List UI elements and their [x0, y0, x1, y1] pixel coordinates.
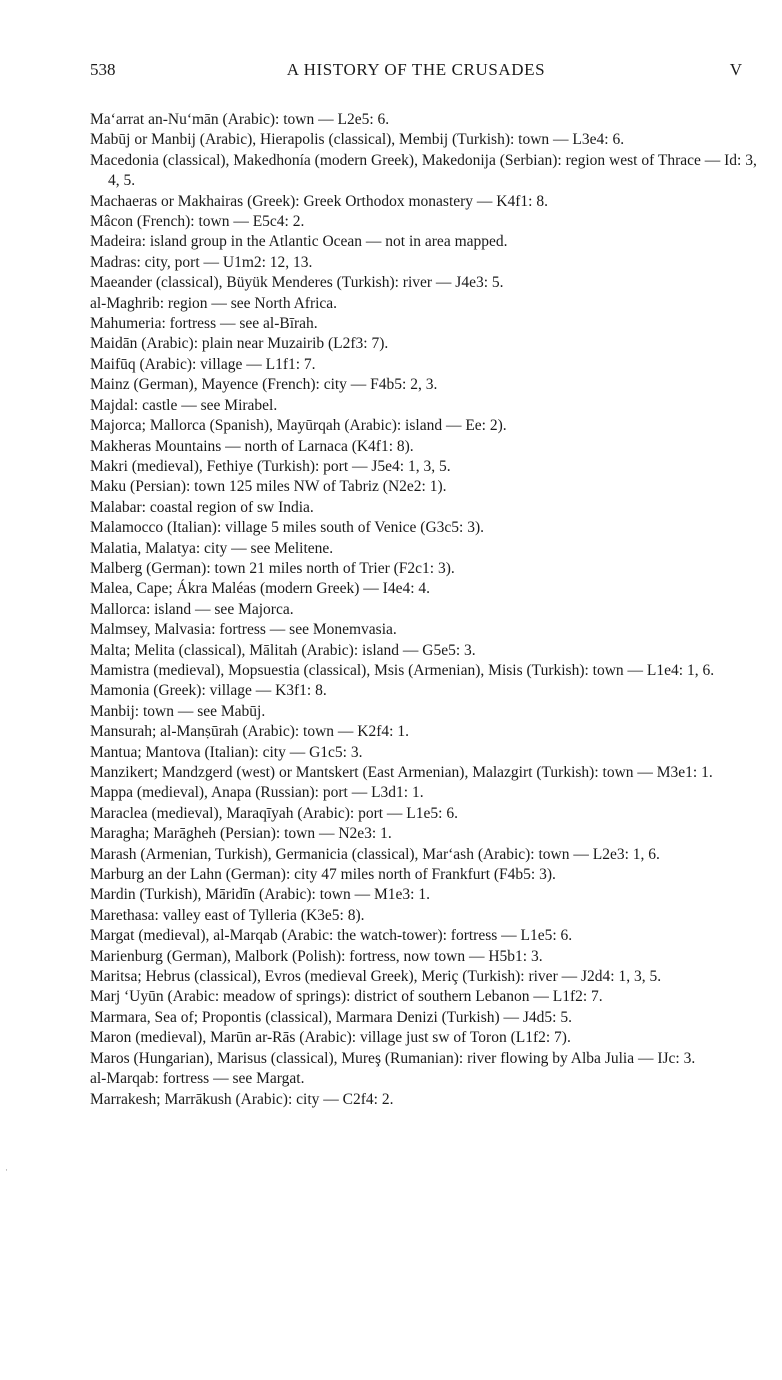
gazetteer-entry: Makheras Mountains — north of Larnaca (K4f1: 8). — [90, 437, 414, 455]
gazetteer-entry: Machaeras or Makhairas (Greek): Greek Orthodox monastery — K4f1: 8. — [90, 192, 548, 210]
gazetteer-entry: Marrakesh; Marrākush (Arabic): city — C2f4: 2. — [90, 1090, 394, 1108]
gazetteer-entry: Makri (medieval), Fethiye (Turkish): port — J5e4: 1, 3, 5. — [90, 457, 451, 475]
gazetteer-entry: Malea, Cape; Ákra Maléas (modern Greek) — I4e4: 4. — [90, 580, 431, 598]
gazetteer-entry: Mainz (German), Mayence (French): city — F4b5: 2, 3. — [90, 376, 438, 394]
gazetteer-entry: Maritsa; Hebrus (classical), Evros (medieval Greek), Meriç (Turkish): river — J2d4: 1, 3, 5. — [90, 968, 662, 986]
gazetteer-entry: Malatia, Malatya: city — see Melitene. — [90, 539, 334, 557]
gazetteer-entry: Mardin (Turkish), Māridīn (Arabic): town — M1e3: 1. — [90, 886, 430, 904]
gazetteer-entry: Maragha; Marāgheh (Persian): town — N2e3: 1. — [90, 825, 392, 843]
gazetteer-entry: Malamocco (Italian): village 5 miles south of Venice (G3c5: 3). — [90, 519, 484, 537]
gazetteer-entry: Malmsey, Malvasia: fortress — see Monemvasia. — [90, 621, 397, 639]
gazetteer-entry: Madeira: island group in the Atlantic Ocean — not in area mapped. — [90, 233, 508, 251]
gazetteer-entry: Maidān (Arabic): plain near Muzairib (L2f3: 7). — [90, 335, 389, 353]
gazetteer-entry: Mâcon (French): town — E5c4: 2. — [90, 213, 305, 231]
gazetteer-entry: Margat (medieval), al-Marqab (Arabic: the watch-tower): fortress — L1e5: 6. — [90, 927, 573, 945]
gazetteer-entry: Mallorca: island — see Majorca. — [90, 600, 294, 618]
gazetteer-entry: Marethasa: valley east of Tylleria (K3e5: 8). — [90, 906, 365, 924]
gazetteer-entry: Malabar: coastal region of sw India. — [90, 498, 314, 516]
gazetteer-entry: Macedonia (classical), Makedhonía (modern Greek), Makedonija (Serbian): region west of Thrace — Id: 3, 4, 5. — [90, 151, 757, 190]
gazetteer-entries — [90, 110, 762, 1110]
volume-number: V — [729, 60, 742, 79]
gazetteer-entry: Manzikert; Mandzgerd (west) or Mantskert (East Armenian), Malazgirt (Turkish): town — M3e1: 1. — [90, 764, 713, 781]
gazetteer-entry: Malberg (German): town 21 miles north of Trier (F2c1: 3). — [90, 559, 455, 577]
gazetteer-entry: Maraclea (medieval), Maraqīyah (Arabic): port — L1e5: 6. — [90, 804, 458, 822]
gazetteer-entry: Maron (medieval), Marūn ar-Rās (Arabic): village just sw of Toron (L1f2: 7). — [90, 1029, 571, 1047]
gazetteer-entry: Maeander (classical), Büyük Menderes (Turkish): river — J4e3: 5. — [90, 274, 504, 292]
gazetteer-entry: Mabūj or Manbij (Arabic), Hierapolis (classical), Membij (Turkish): town — L3e4: 6. — [90, 131, 625, 149]
gazetteer-entry: Madras: city, port — U1m2: 12, 13. — [90, 253, 313, 271]
gazetteer-entry: Manbij: town — see Mabūj. — [90, 702, 266, 720]
gazetteer-entry: Maros (Hungarian), Marisus (classical), Mureş (Rumanian): river flowing by Alba Julia — IJc: 3. — [90, 1049, 696, 1067]
gazetteer-entry: Marj ‘Uyūn (Arabic: meadow of springs): district of southern Lebanon — L1f2: 7. — [90, 988, 603, 1006]
running-title: A HISTORY OF THE CRUSADES — [286, 60, 546, 79]
gazetteer-entry: Marburg an der Lahn (German): city 47 miles north of Frankfurt (F4b5: 3). — [90, 866, 556, 884]
gazetteer-entry: Marash (Armenian, Turkish), Germanicia (classical), Mar‘ash (Arabic): town — L2e3: 1, 6. — [90, 845, 660, 863]
gazetteer-entry: Mamistra (medieval), Mopsuestia (classical), Msis (Armenian), Misis (Turkish): town — L1e4: 1, 6. — [90, 661, 715, 679]
gazetteer-entry: Marienburg (German), Malbork (Polish): fortress, now town — H5b1: 3. — [90, 947, 543, 965]
gazetteer-entry: Marmara, Sea of; Propontis (classical), Marmara Denizi (Turkish) — J4d5: 5. — [90, 1008, 572, 1026]
gazetteer-entry: al-Maghrib: region — see North Africa. — [90, 294, 338, 312]
gazetteer-entry: al-Marqab: fortress — see Margat. — [90, 1070, 305, 1088]
gazetteer-entry: Mamonia (Greek): village — K3f1: 8. — [90, 682, 327, 700]
gazetteer-entry: Maku (Persian): town 125 miles NW of Tabriz (N2e2: 1). — [90, 478, 447, 496]
gazetteer-entry: Mahumeria: fortress — see al-Bīrah. — [90, 315, 318, 333]
page-number: 538 — [90, 60, 116, 79]
gazetteer-entry: Majorca; Mallorca (Spanish), Mayūrqah (Arabic): island — Ee: 2). — [90, 417, 507, 435]
gazetteer-entry: Malta; Melita (classical), Mālitah (Arabic): island — G5e5: 3. — [90, 641, 476, 659]
gazetteer-entry: Mantua; Mantova (Italian): city — G1c5: 3. — [90, 743, 363, 761]
gazetteer-entry: Ma‘arrat an-Nu‘mān (Arabic): town — L2e5: 6. — [90, 111, 390, 128]
gazetteer-entry: Maifūq (Arabic): village — L1f1: 7. — [90, 355, 316, 373]
gazetteer-entry: Majdal: castle — see Mirabel. — [90, 396, 278, 414]
gazetteer-entry: Mansurah; al-Manṣūrah (Arabic): town — K2f4: 1. — [90, 723, 409, 741]
margin-speck: · — [5, 1165, 8, 1175]
running-header — [90, 60, 742, 84]
gazetteer-entry: Mappa (medieval), Anapa (Russian): port — L3d1: 1. — [90, 784, 424, 802]
